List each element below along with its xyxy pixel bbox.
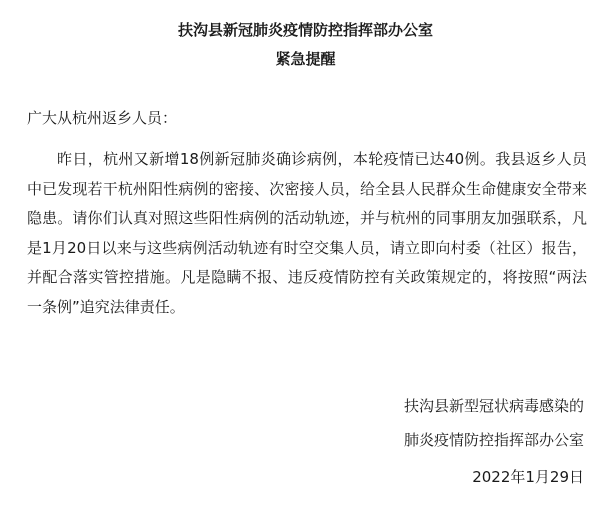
signature-date: 2022年1月29日	[472, 468, 584, 486]
salutation: 广大从杭州返乡人员：	[27, 109, 178, 127]
document-title: 扶沟县新冠肺炎疫情防控指挥部办公室	[177, 21, 433, 39]
document-subtitle: 紧急提醒	[275, 50, 336, 68]
body-paragraph: 昨日，杭州又新增18例新冠肺炎确诊病例，本轮疫情已达40例。我县返乡人员中已发现若干杭州阳性病例的密接、次密接人员，给全县人民群众生命健康安全带来隐患。请你们认真对照这些阳性病例的活动轨迹，并与杭州的同事朋友加强联系，凡是1月20日以来与这些病例活动轨迹有时空交集人员，请立即向村委（社区）报告，并配合落实管控措施。凡是隐瞒不报、违反疫情防控有关政策规定的，将按照“两法一条例”追究法律责任。	[27, 150, 587, 316]
signature-line-2: 肺炎疫情防控指挥部办公室	[403, 431, 584, 449]
signature-line-1: 扶沟县新型冠状病毒感染的	[403, 397, 584, 415]
